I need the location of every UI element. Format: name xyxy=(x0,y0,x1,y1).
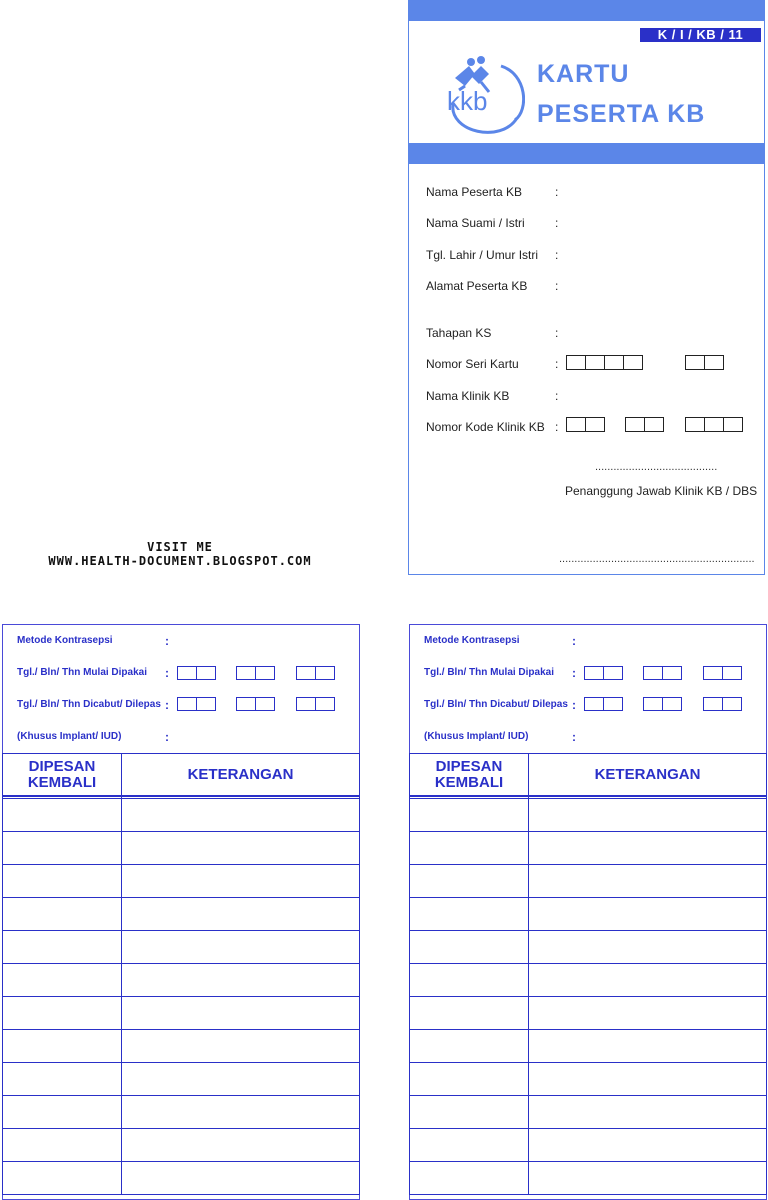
implant-iud-label: (Khusus Implant/ IUD) xyxy=(17,731,122,742)
field-colon: : xyxy=(555,216,559,230)
header-notes: KETERANGAN xyxy=(529,754,767,797)
implant-iud-label: (Khusus Implant/ IUD) xyxy=(424,731,529,742)
table-header xyxy=(3,754,360,797)
header-return-date: DIPESAN KEMBALI xyxy=(410,754,529,797)
field-colon: : xyxy=(555,357,559,371)
visit-table xyxy=(2,753,360,1195)
field-label: Tgl. Lahir / Umur Istri xyxy=(426,248,539,262)
table-row[interactable] xyxy=(410,964,767,997)
method-label: Metode Kontrasepsi xyxy=(17,635,113,646)
field-colon: : xyxy=(555,185,559,199)
table-row[interactable] xyxy=(410,1063,767,1096)
date-boxes[interactable] xyxy=(297,666,335,680)
signatory-label: Penanggung Jawab Klinik KB / DBS xyxy=(565,484,758,498)
start-date-label: Tgl./ Bln/ Thn Mulai Dipakai xyxy=(17,667,148,678)
field-colon: : xyxy=(555,326,559,340)
table-row[interactable] xyxy=(410,799,767,832)
method-label: Metode Kontrasepsi xyxy=(424,635,520,646)
table-row[interactable] xyxy=(410,832,767,865)
table-row[interactable] xyxy=(3,931,360,964)
field-label: Nama Suami / Istri xyxy=(426,216,525,230)
card-top-bar xyxy=(409,0,764,21)
header-notes: KETERANGAN xyxy=(122,754,360,797)
field-colon: : xyxy=(572,634,576,648)
table-row[interactable] xyxy=(410,1162,767,1195)
field-label: Tahapan KS xyxy=(426,326,492,340)
field-colon: : xyxy=(165,666,169,680)
field-colon: : xyxy=(165,634,169,648)
clinic-code-boxes[interactable] xyxy=(567,417,605,432)
table-row[interactable] xyxy=(410,931,767,964)
field-label: Alamat Peserta KB xyxy=(426,279,528,293)
date-boxes[interactable] xyxy=(644,666,682,680)
visit-table xyxy=(409,753,767,1195)
field-colon: : xyxy=(572,730,576,744)
table-row[interactable] xyxy=(3,964,360,997)
logo-text: kkb xyxy=(447,86,488,116)
serial-number-boxes[interactable] xyxy=(567,355,643,370)
date-boxes[interactable] xyxy=(237,666,275,680)
removed-date-label: Tgl./ Bln/ Thn Dicabut/ Dilepas xyxy=(424,699,568,710)
watermark-line2: WWW.HEALTH-DOCUMENT.BLOGSPOT.COM xyxy=(48,554,312,568)
field-colon: : xyxy=(555,279,559,293)
field-colon: : xyxy=(555,420,559,434)
date-boxes[interactable] xyxy=(178,666,216,680)
date-boxes[interactable] xyxy=(297,697,335,711)
field-colon: : xyxy=(555,248,559,262)
table-row[interactable] xyxy=(3,1162,360,1195)
table-row[interactable] xyxy=(3,832,360,865)
kkb-logo-icon xyxy=(445,52,525,136)
table-row[interactable] xyxy=(410,865,767,898)
field-colon: : xyxy=(555,389,559,403)
date-boxes[interactable] xyxy=(704,697,742,711)
table-row[interactable] xyxy=(3,799,360,832)
header-return-date: DIPESAN KEMBALI xyxy=(3,754,122,797)
table-header xyxy=(410,754,767,797)
field-label: Nomor Seri Kartu xyxy=(426,357,519,371)
signature-line: ................................................................ xyxy=(559,554,755,564)
table-row[interactable] xyxy=(410,1096,767,1129)
date-boxes[interactable] xyxy=(237,697,275,711)
card-title-line2: PESERTA KB xyxy=(537,100,706,128)
card-title-line1: KARTU xyxy=(537,60,630,88)
field-colon: : xyxy=(572,698,576,712)
field-label: Nomor Kode Klinik KB xyxy=(426,420,545,434)
watermark xyxy=(0,540,360,568)
table-row[interactable] xyxy=(410,997,767,1030)
date-boxes[interactable] xyxy=(585,697,623,711)
date-boxes[interactable] xyxy=(644,697,682,711)
table-row[interactable] xyxy=(410,898,767,931)
removed-date-label: Tgl./ Bln/ Thn Dicabut/ Dilepas xyxy=(17,699,161,710)
table-row[interactable] xyxy=(3,1096,360,1129)
date-boxes[interactable] xyxy=(178,697,216,711)
field-label: Nama Klinik KB xyxy=(426,389,510,403)
table-row[interactable] xyxy=(3,1063,360,1096)
start-date-label: Tgl./ Bln/ Thn Mulai Dipakai xyxy=(424,667,555,678)
date-boxes[interactable] xyxy=(585,666,623,680)
table-row[interactable] xyxy=(3,997,360,1030)
contraception-record-card xyxy=(2,624,360,1200)
field-label: Nama Peserta KB xyxy=(426,185,523,199)
card-code: K / I / KB / 11 xyxy=(640,28,761,42)
watermark-line1: VISIT ME xyxy=(147,540,213,554)
clinic-code-boxes[interactable] xyxy=(626,417,664,432)
participant-card xyxy=(408,0,765,575)
field-colon: : xyxy=(572,666,576,680)
clinic-code-boxes[interactable] xyxy=(686,417,743,432)
field-colon: : xyxy=(165,730,169,744)
table-row[interactable] xyxy=(410,1030,767,1063)
signature-line: ........................................ xyxy=(595,462,718,472)
table-row[interactable] xyxy=(3,865,360,898)
card-mid-bar xyxy=(409,143,764,164)
table-row[interactable] xyxy=(3,898,360,931)
date-boxes[interactable] xyxy=(704,666,742,680)
table-row[interactable] xyxy=(3,1129,360,1162)
contraception-record-card xyxy=(409,624,767,1200)
serial-number-boxes[interactable] xyxy=(686,355,724,370)
table-row[interactable] xyxy=(3,1030,360,1063)
table-row[interactable] xyxy=(410,1129,767,1162)
field-colon: : xyxy=(165,698,169,712)
